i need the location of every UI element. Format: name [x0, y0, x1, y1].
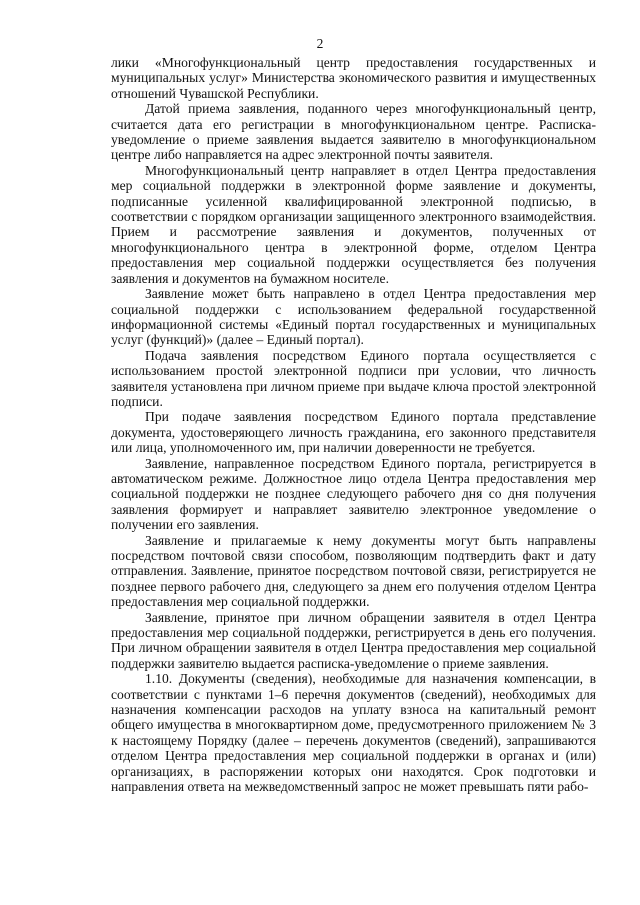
- page-number: 2: [316, 36, 324, 51]
- paragraph-mfc-electronic: Многофункциональный центр направляет в отдел Центра предоставления мер социальной поддержки в электронной форме заявление и документы, подписанные усиленной квалифицированной электронной подписью, в соответствии с порядком организации защищенного электронного взаимодействия. Прием и рассмотрение заявления и документов, полученных от многофункционального центра в электронной форме, отделом Центра предоставления мер социальной поддержки осуществляется без получения заявления и документов на бумажном носителе.: [111, 162, 596, 286]
- document-body: [111, 55, 596, 795]
- paragraph-section-1-10: 1.10. Документы (сведения), необходимые для назначения компенсации, в соответствии с пунктами 1–6 перечня документов (сведений), необходимых для назначения компенсации расходов на уплату взноса на капитальный ремонт общего имущества в многоквартирном доме, предусмотренного приложением № 3 к настоящему Порядку (далее – перечень документов (сведений), запрашиваются отделом Центра предоставления мер социальной поддержки в органах и (или) организациях, в распоряжении которых они находятся. Срок подготовки и направления ответа на межведомственный запрос не может превышать пяти рабо-: [111, 671, 596, 795]
- paragraph-portal-registration: Заявление, направленное посредством Единого портала, регистрируется в автоматическом режиме. Должностное лицо отдела Центра предоставления мер социальной поддержки не позднее следующего рабочего дня со дня получения заявления формирует и направляет заявителю электронное уведомление о получении его заявления.: [111, 455, 596, 533]
- paragraph-continuation: лики «Многофункциональный центр предоставления государственных и муниципальных услуг» Министерства экономического развития и имущественных отношений Чувашской Республики.: [111, 55, 596, 101]
- paragraph-simple-signature: Подача заявления посредством Единого портала осуществляется с использованием простой электронной подписи при условии, что личность заявителя установлена при личном приеме при выдаче ключа простой электронной подписи.: [111, 347, 596, 409]
- paragraph-identity-document: При подаче заявления посредством Единого портала представление документа, удостоверяющего личность гражданина, его законного представителя или лица, уполномоченного им, при наличии доверенности не требуется.: [111, 409, 596, 456]
- paragraph-mfc-registration: Датой приема заявления, поданного через многофункциональный центр, считается дата его регистрации в многофункциональном центре. Расписка-уведомление о приеме заявления выдается заявителю в многофункциональном центре либо направляется на адрес электронной почты заявителя.: [111, 101, 596, 163]
- paragraph-postal: Заявление и прилагаемые к нему документы могут быть направлены посредством почтовой связи способом, позволяющим подтвердить факт и дату отправления. Заявление, принятое посредством почтовой связи, регистрируется не позднее первого рабочего дня, следующего за днем его получения отделом Центра предоставления мер социальной поддержки.: [111, 532, 596, 610]
- paragraph-personal-visit: Заявление, принятое при личном обращении заявителя в отдел Центра предоставления мер социальной поддержки, регистрируется в день его получения. При личном обращении заявителя в отдел Центра предоставления мер социальной поддержки заявителю выдается расписка-уведомление о приеме заявления.: [111, 609, 596, 671]
- paragraph-unified-portal: Заявление может быть направлено в отдел Центра предоставления мер социальной поддержки с использованием федеральной государственной информационной системы «Единый портал государственных и муниципальных услуг (функций)» (далее – Единый портал).: [111, 286, 596, 348]
